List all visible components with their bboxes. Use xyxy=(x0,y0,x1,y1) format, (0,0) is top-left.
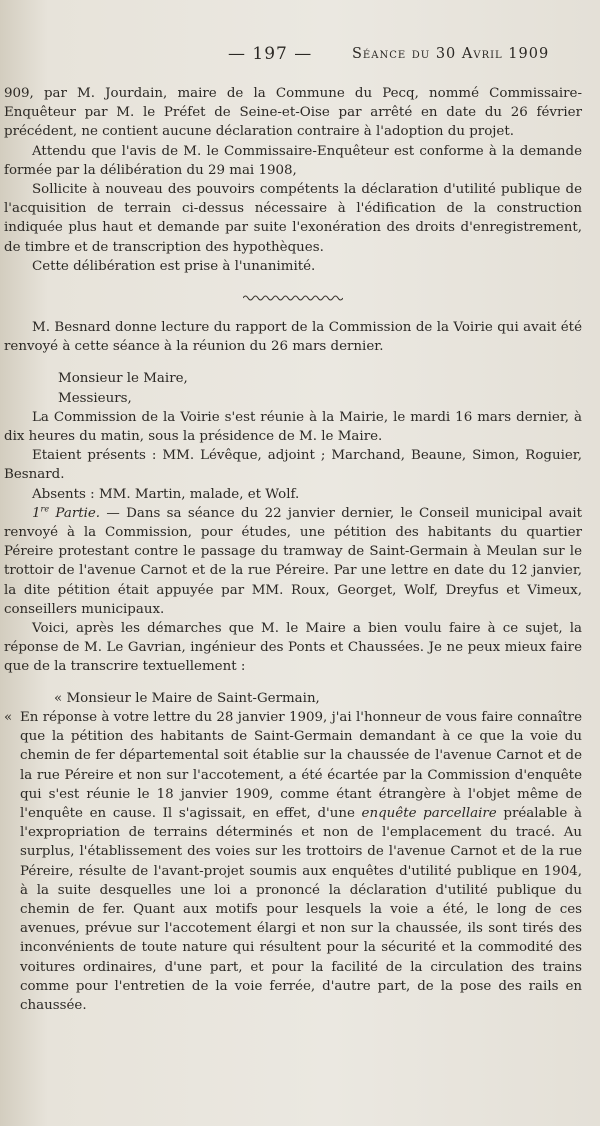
body-text xyxy=(4,84,582,1015)
quote-italic-phrase: enquête parcellaire xyxy=(361,805,497,821)
first-part-paragraph xyxy=(4,504,582,619)
paragraph-enquete: 909, par M. Jourdain, maire de la Commune du Pecq, nommé Commissaire-Enquêteur par M. le Préfet de Seine-et-Oise par arrêté en date du 26 février précédent, ne contient aucune déclaration contraire à l'adoption du projet. xyxy=(4,86,582,140)
voici-paragraph: Voici, après les démarches que M. le Maire a bien voulu faire à ce sujet, la réponse de M. Le Gavrian, ingénieur des Ponts et Chaussées. Je ne peux mieux faire que de la transcrire textuellement : xyxy=(4,621,582,675)
report-intro: M. Besnard donne lecture du rapport de la Commission de la Voirie qui avait été renvoyé à cette séance à la réunion du 26 mars dernier. xyxy=(4,320,582,355)
quote-text-1: En réponse à votre lettre du 28 janvier 1909, j'ai l'honneur de vous faire connaître que la pétition des habitants de Saint-Germain demandant à ce que la voie du chemin de fer départemental soit établie sur la chaussée de l'avenue Carnot et de la rue Péreire et non sur l'accotement, a été écartée par la Commission d'enquête qui s'est réunie le 18 janvier 1909, comme étant étrangère à l'objet même de l'enquête en cause. Il s'agissait, en effet, d'une xyxy=(20,709,582,821)
paragraph-attendu: Attendu que l'avis de M. le Commissaire-Enquêteur est conforme à la demande formée par la délibération du 29 mai 1908, xyxy=(4,143,582,178)
part-label-superscript: re xyxy=(40,504,50,514)
part-label-word: Partie. xyxy=(49,505,101,521)
paragraph-sollicite: Sollicite à nouveau des pouvoirs compétents la déclaration d'utilité publique de l'acquisition de terrain ci-dessus nécessaire à l'édification de la construction indiquée plus haut et demande par suite l'exonération des droits d'enregistrement, de timbre et de transcription des hypothèques. xyxy=(4,182,582,255)
engineer-quote xyxy=(4,708,582,1015)
wavy-divider-ornament xyxy=(243,293,343,303)
page-header xyxy=(0,44,600,70)
present-members: Etaient présents : MM. Lévêque, adjoint ; Marchand, Beaune, Simon, Roguier, Besnard. xyxy=(4,448,582,483)
part-text: — Dans sa séance du 22 janvier dernier, le Conseil municipal avait renvoyé à la Commission, pour études, une pétition des habitants du quartier Péreire protestant contre le passage du tramway de Saint-Germain à Meulan sur le trottoir de l'avenue Carnot et de la rue Péreire. Par une lettre en date du 12 janvier, la dite pétition était appuyée par MM. Roux, Georget, Wolf, Dreyfus et Vimeux, conseillers municipaux. xyxy=(4,505,582,617)
absent-members: Absents : MM. Martin, malade, et Wolf. xyxy=(32,486,300,502)
part-label-number: 1 xyxy=(32,505,41,521)
salutation-messieurs: Messieurs, xyxy=(58,390,132,406)
quote-opening: « Monsieur le Maire de Saint-Germain, xyxy=(54,690,320,706)
commission-paragraph: La Commission de la Voirie s'est réunie à la Mairie, le mardi 16 mars dernier, à dix heures du matin, sous la présidence de M. le Maire. xyxy=(4,409,582,445)
paragraph-unanimite: Cette délibération est prise à l'unanimité. xyxy=(32,258,316,274)
page-number: — 197 — xyxy=(228,44,313,64)
salutation-maire: Monsieur le Maire, xyxy=(58,371,188,387)
part-label xyxy=(32,506,100,521)
quote-text-2: préalable à l'expropriation de terrains déterminés et non de l'emplacement du tracé. Au surplus, l'établissement des voies sur les trottoirs de l'avenue Carnot et de la rue Péreire, résulte de l'avant-projet soumis aux enquêtes d'utilité publique en 1904, à la suite desquelles une loi a prononcé la déclaration d'utilité publique du chemin de fer. Quant aux motifs pour lesquels la voie a été, le long de ces avenues, prévue sur l'accotement élargi et non sur la chaussée, ils sont tirés des inconvénients de toute nature qui résultent pour la sécurité et la commodité des voitures ordinaires, d'une part, et pour la facilité de la circulation des trains comme pour l'entretien de la voie ferrée, d'autre part, de la pose des rails en chaussée. xyxy=(20,805,582,1013)
running-title: Séance du 30 Avril 1909 xyxy=(352,46,550,62)
